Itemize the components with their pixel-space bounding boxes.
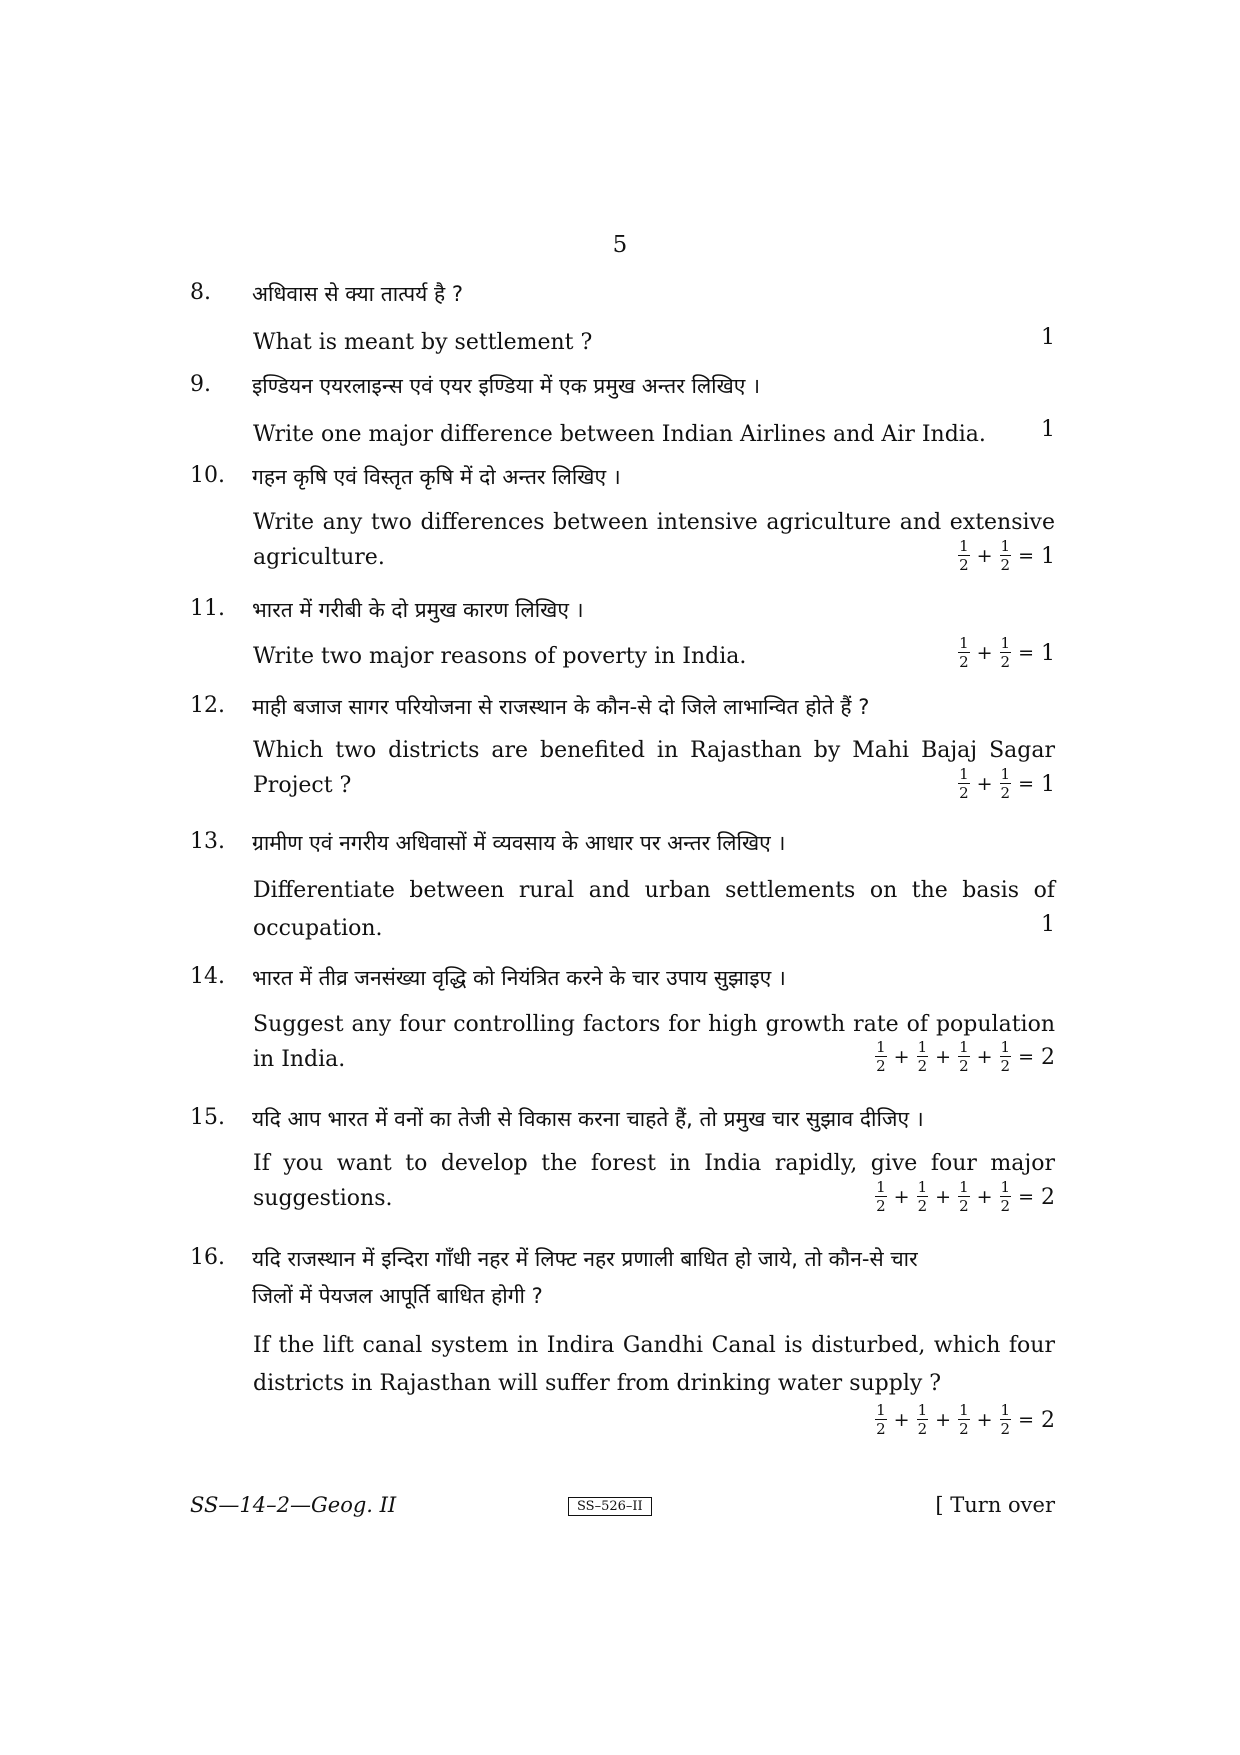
- question-text-hindi: भारत में तीव्र जनसंख्या वृद्धि को नियंत्रित करने के चार उपाय सुझाइए ।: [252, 966, 786, 990]
- marks: 1: [1041, 325, 1055, 350]
- question-number: 16.: [190, 1245, 225, 1270]
- equals-sign: =: [1018, 773, 1034, 795]
- question-text-english: Differentiate between rural and urban settlements on the basis of occupation.: [253, 878, 1055, 941]
- fraction-half: $\frac{1}{2}$: [876, 1401, 886, 1438]
- question-text-hindi: अधिवास से क्या तात्पर्य है ?: [252, 282, 463, 306]
- question-number: 8.: [190, 280, 211, 305]
- question-number: 12.: [190, 693, 225, 718]
- question-text-hindi: ग्रामीण एवं नगरीय अधिवासों में व्यवसाय के आधार पर अन्तर लिखिए ।: [252, 831, 786, 855]
- plus-sign: +: [893, 1046, 910, 1068]
- question-text-english: Which two districts are benefited in Rajasthan by Mahi Bajaj Sagar Project ?: [253, 738, 1055, 798]
- question-text-hindi: माही बजाज सागर परियोजना से राजस्थान के कौन-से दो जिले लाभान्वित होते हैं ?: [252, 695, 870, 719]
- question-text-english: If you want to develop the forest in India rapidly, give four major suggestions.: [253, 1151, 1055, 1211]
- plus-sign: +: [976, 545, 993, 567]
- question-text-english: If the lift canal system in Indira Gandhi Canal is disturbed, which four districts in Rajasthan will suffer from drinking water supply ?: [253, 1333, 1055, 1396]
- plus-sign: +: [976, 773, 993, 795]
- fraction-half: $\frac{1}{2}$: [959, 765, 969, 802]
- fraction-half: $\frac{1}{2}$: [917, 1401, 928, 1438]
- plus-sign: +: [935, 1409, 952, 1431]
- plus-sign: +: [976, 1186, 993, 1208]
- page-number: 5: [612, 232, 628, 258]
- marks-total: 2: [1041, 1044, 1055, 1070]
- question-text-hindi: भारत में गरीबी के दो प्रमुख कारण लिखिए ।: [252, 598, 584, 622]
- question-text-hindi: यदि आप भारत में वनों का तेजी से विकास करना चाहते हैं, तो प्रमुख चार सुझाव दीजिए ।: [252, 1107, 924, 1131]
- plus-sign: +: [893, 1186, 910, 1208]
- fraction-half: $\frac{1}{2}$: [959, 634, 969, 671]
- plus-sign: +: [976, 642, 993, 664]
- question-number: 9.: [190, 372, 211, 397]
- plus-sign: +: [935, 1046, 952, 1068]
- plus-sign: +: [976, 1409, 993, 1431]
- equals-sign: =: [1018, 545, 1034, 567]
- fraction-half: $\frac{1}{2}$: [1000, 765, 1011, 802]
- equals-sign: =: [1018, 642, 1034, 664]
- fraction-half: $\frac{1}{2}$: [1000, 1401, 1011, 1438]
- marks: [958, 636, 1055, 670]
- equals-sign: =: [1018, 1409, 1034, 1431]
- fraction-half: $\frac{1}{2}$: [876, 1178, 886, 1215]
- paper-code-box: SS–526–II: [568, 1497, 652, 1516]
- page-footer: [190, 1493, 1055, 1523]
- plus-sign: +: [935, 1186, 952, 1208]
- marks-total: 1: [1041, 543, 1055, 569]
- question-text-english: What is meant by settlement ?: [253, 330, 593, 355]
- question-text-english: Write two major reasons of poverty in India.: [253, 644, 747, 669]
- marks: [875, 1180, 1055, 1214]
- question-number: 14.: [190, 964, 225, 989]
- turn-over-label: [ Turn over: [935, 1493, 1055, 1517]
- question-number: 13.: [190, 829, 225, 854]
- fraction-half: $\frac{1}{2}$: [917, 1178, 928, 1215]
- question-text-hindi-line-2: जिलों में पेयजल आपूर्ति बाधित होगी ?: [252, 1284, 543, 1308]
- plus-sign: +: [893, 1409, 910, 1431]
- marks-total: 2: [1041, 1407, 1055, 1433]
- question-text-hindi: गहन कृषि एवं विस्तृत कृषि में दो अन्तर लिखिए ।: [252, 465, 621, 489]
- question-text-hindi: इण्डियन एयरलाइन्स एवं एयर इण्डिया में एक प्रमुख अन्तर लिखिए ।: [252, 374, 761, 398]
- paper-code: SS—14–2—Geog. II: [190, 1493, 397, 1517]
- fraction-half: $\frac{1}{2}$: [1000, 1178, 1011, 1215]
- question-number: 11.: [190, 596, 225, 621]
- fraction-half: $\frac{1}{2}$: [1000, 634, 1011, 671]
- marks: 1: [1041, 912, 1055, 937]
- marks: 1: [1041, 417, 1055, 442]
- question-text-english: Write one major difference between Indian Airlines and Air India.: [253, 422, 986, 447]
- marks: [875, 1403, 1055, 1437]
- fraction-half: $\frac{1}{2}$: [959, 537, 969, 574]
- marks: [958, 767, 1055, 801]
- fraction-half: $\frac{1}{2}$: [959, 1038, 969, 1075]
- fraction-half: $\frac{1}{2}$: [917, 1038, 928, 1075]
- marks-total: 1: [1041, 640, 1055, 666]
- marks-total: 2: [1041, 1184, 1055, 1210]
- fraction-half: $\frac{1}{2}$: [959, 1401, 969, 1438]
- question-number: 10.: [190, 463, 225, 488]
- fraction-half: $\frac{1}{2}$: [1000, 1038, 1011, 1075]
- marks: [875, 1040, 1055, 1074]
- equals-sign: =: [1018, 1186, 1034, 1208]
- plus-sign: +: [976, 1046, 993, 1068]
- question-text-english: Suggest any four controlling factors for high growth rate of population in India.: [253, 1012, 1055, 1072]
- fraction-half: $\frac{1}{2}$: [959, 1178, 969, 1215]
- marks: [958, 539, 1055, 573]
- question-text-hindi-line-1: यदि राजस्थान में इन्दिरा गाँधी नहर में लिफ्ट नहर प्रणाली बाधित हो जाये, तो कौन-से चार: [252, 1247, 918, 1271]
- equals-sign: =: [1018, 1046, 1034, 1068]
- question-number: 15.: [190, 1105, 225, 1130]
- marks-total: 1: [1041, 771, 1055, 797]
- fraction-half: $\frac{1}{2}$: [1000, 537, 1011, 574]
- fraction-half: $\frac{1}{2}$: [876, 1038, 886, 1075]
- question-text-english: Write any two differences between intensive agriculture and extensive agriculture.: [253, 510, 1055, 570]
